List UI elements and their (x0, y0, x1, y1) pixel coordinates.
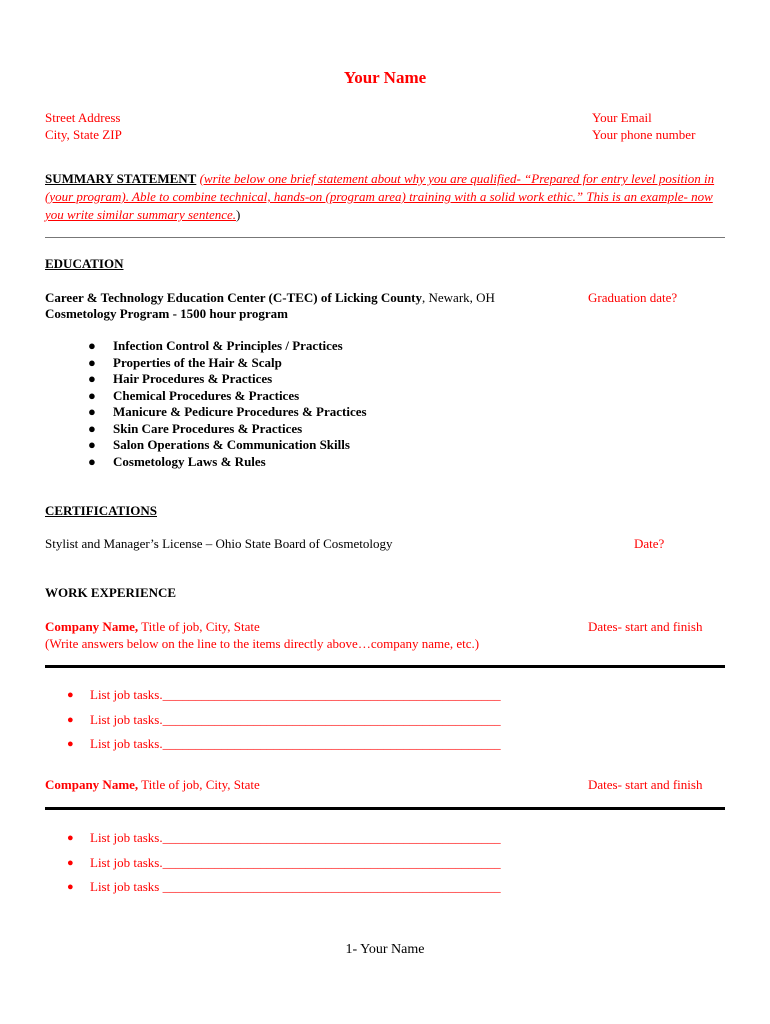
list-item: ● Hair Procedures & Practices (88, 371, 273, 386)
city-state-zip: City, State ZIP (45, 127, 122, 142)
street-address: Street Address (45, 110, 121, 125)
job-2-dates: Dates- start and finish (588, 777, 703, 792)
school-name: Career & Technology Education Center (C-TEC) of Licking County (45, 290, 423, 305)
certification-date: Date? (634, 536, 665, 551)
job-1-tasks (67, 686, 501, 760)
list-item: ● Properties of the Hair & Scalp (88, 354, 282, 370)
bullet-icon: ● (88, 437, 96, 452)
list-item: ● List job tasks.____________________________________________________ (67, 830, 501, 845)
skills-list (88, 338, 367, 470)
job-2-company: Company Name, (45, 777, 139, 792)
job-1-details: Title of job, City, State (138, 619, 260, 634)
list-item: ● List job tasks.____________________________________________________ (67, 687, 501, 702)
bullet-icon: ● (67, 689, 74, 701)
list-item: ● List job tasks ____________________________________________________ (67, 879, 501, 894)
bullet-icon: ● (67, 881, 74, 893)
education-heading: EDUCATION (45, 256, 124, 271)
email: Your Email (592, 110, 652, 125)
school-location: , Newark, OH (422, 290, 495, 305)
page-footer (0, 942, 770, 958)
list-item: ● Manicure & Pedicure Procedures & Practices (88, 404, 367, 419)
license-line: Stylist and Manager’s License – Ohio State Board of Cosmetology (45, 536, 393, 551)
list-item: ● Cosmetology Laws & Rules (88, 453, 266, 469)
summary-divider (45, 237, 725, 238)
resume-name: Your Name (343, 68, 427, 87)
job-1-company: Company Name, (45, 619, 139, 634)
bullet-icon: ● (88, 420, 96, 436)
job-1-dates: Dates- start and finish (588, 619, 703, 634)
list-item: ● List job tasks.____________________________________________________ (67, 854, 501, 870)
bullet-icon: ● (88, 371, 96, 386)
job-2-tasks (67, 829, 501, 903)
graduation-date: Graduation date? (588, 290, 678, 305)
list-item: ● Infection Control & Principles / Practices (88, 338, 343, 353)
list-item: ● Chemical Procedures & Practices (88, 387, 300, 403)
footer-name: Your Name (357, 942, 425, 957)
job-1-note: (Write answers below on the line to the items directly above…company name, etc.) (45, 636, 480, 651)
bullet-icon: ● (88, 354, 96, 370)
bullet-icon: ● (88, 453, 96, 469)
certifications-heading: CERTIFICATIONS (45, 503, 157, 518)
job-2-answer-line (45, 807, 725, 810)
bullet-icon: ● (88, 387, 96, 403)
page-number: 1- (345, 942, 358, 957)
bullet-icon: ● (88, 404, 96, 419)
job-2-details: Title of job, City, State (138, 777, 260, 792)
list-item: ● List job tasks.____________________________________________________ (67, 736, 501, 751)
list-item: ● Skin Care Procedures & Practices (88, 420, 303, 436)
job-1-answer-line (45, 665, 725, 668)
summary-heading: SUMMARY STATEMENT (45, 171, 197, 186)
program-name: Cosmetology Program - 1500 hour program (45, 306, 289, 321)
bullet-icon: ● (88, 338, 96, 353)
summary-close-paren: ) (236, 207, 241, 222)
bullet-icon: ● (67, 856, 74, 869)
work-experience-heading: WORK EXPERIENCE (45, 585, 177, 600)
phone-number: Your phone number (592, 127, 696, 142)
bullet-icon: ● (67, 738, 74, 750)
bullet-icon: ● (67, 832, 74, 844)
bullet-icon: ● (67, 713, 74, 726)
list-item: ● List job tasks.____________________________________________________ (67, 711, 501, 727)
education-school-line (45, 290, 495, 306)
job-2-title-line (45, 777, 260, 793)
summary-statement (45, 170, 727, 224)
summary-hint: (write below one brief statement about why you are qualified- “Prepared for entry level position in (your program). Able to combine technical, hands-on (program area) training with a solid work ethic.” This is an example- now you write similar summary sentence. (45, 171, 715, 222)
job-1-title-line (45, 619, 260, 635)
list-item: ● Salon Operations & Communication Skills (88, 437, 350, 452)
